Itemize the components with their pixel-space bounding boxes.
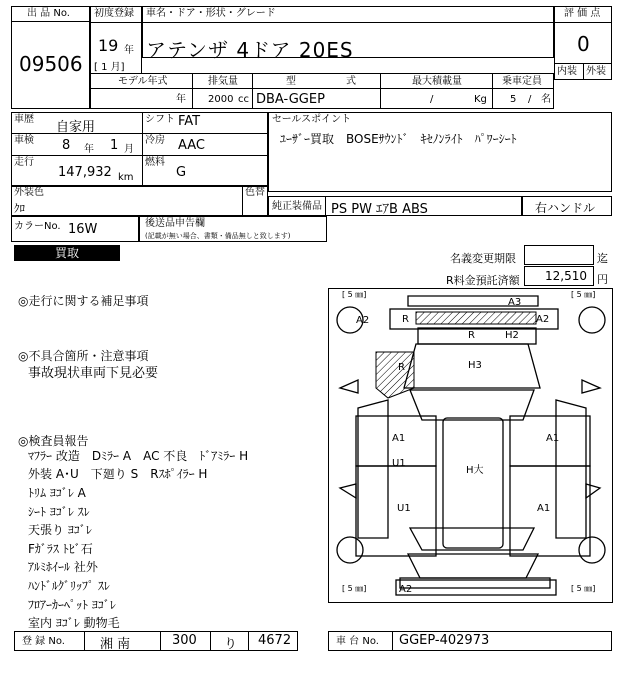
sales-point-value: ﾕｰｻﾞｰ買取 BOSEｻｳﾝﾄﾞ ｷｾﾉﾝﾗｲﾄ ﾊﾟﾜｰｼｰﾄ [280,132,517,146]
inspection-label: 車検 [14,135,34,146]
plate-region: 湘 南 [100,637,131,652]
rear-right-wheel [579,307,605,333]
history-label: 車歴 [14,114,34,125]
front-right-wheel [579,537,605,563]
plate-kana: り [224,637,238,652]
ac-value: AAC [178,138,205,153]
score-value: 0 [577,32,590,56]
shift-value: FAT [178,114,201,129]
ext-color-box [11,186,268,216]
inspector-line: ﾄﾘﾑ ﾖｺﾞﾚ A [28,486,86,500]
recycle-label: R料金預託済額 [446,274,520,287]
aftermarket-note: (記載が無い場合、書類・備品無しと致します) [145,232,291,240]
damage-mark: A2 [399,584,413,595]
divider [248,631,249,651]
damage-mark: A1 [537,503,551,514]
defects-label: ◎不具合箇所・注意事項 [18,349,149,363]
hood [408,554,538,578]
right-rear-fender-trim [582,380,600,393]
windshield [410,528,534,550]
max-load-label: 最大積載量 [412,76,462,87]
divider [142,112,143,186]
inspector-line: ﾌﾛｱｰｶｰﾍﾟｯﾄ ﾖｺﾞﾚ [28,598,116,612]
divider [583,63,584,80]
divider [84,631,85,651]
divider [325,196,326,216]
damage-mark: A2 [356,315,370,326]
details-box [11,112,268,186]
divider [160,631,161,651]
left-mirror [340,484,356,498]
damage-mark: A1 [392,433,406,444]
left-front-door [356,466,436,556]
damage-mark: U1 [397,503,411,514]
history-value: 自家用 [56,120,96,135]
displacement-label: 排気量 [208,76,238,87]
displacement-unit: cc [238,94,249,105]
defects-text: 事故現状車両下見必要 [28,366,159,381]
lot-number: 09506 [19,52,83,76]
first-reg-year-unit: 年 [124,45,134,56]
inspector-label: ◎検査員報告 [18,434,89,448]
mileage-value: 147,932 [58,165,112,180]
model-name: アテンザ 4ドア 20ES [146,38,354,62]
capacity-slash: / [528,94,532,105]
model-year-label: モデル年式 [118,76,168,87]
divider [492,73,493,109]
damage-mark: A3 [508,297,522,308]
model-year-unit: 年 [176,94,186,105]
divider [90,88,554,89]
divider [90,22,142,23]
equipment-value: PS PW ｴｱB ABS [331,202,428,217]
inspector-line: 室内 ﾖｺﾞﾚ 動物毛 [28,616,120,630]
damage-mark: R [402,314,409,325]
purchase-label: 買取 [54,246,79,260]
divider [554,22,612,23]
right-mirror [586,484,600,498]
divider [392,631,393,651]
inspector-line: ﾏﾌﾗｰ 改造 Dﾐﾗｰ A AC 不良 ﾄﾞｱﾐﾗｰ H [28,449,249,463]
recycle-amount: 12,510 [545,269,587,283]
plate-class: 300 [172,633,197,648]
mileage-label: 走行 [14,157,34,168]
divider [242,186,243,216]
divider [252,73,253,109]
diagram-corner-label: [ 5 ㎜] [571,290,596,299]
fuel-label: 燃料 [145,157,165,168]
ext-color-label: 外装色 [14,187,44,198]
inspector-line: Fｶﾞﾗｽ ﾄﾋﾞ石 [28,542,93,556]
inspector-line: ｱﾙﾐﾎｲｰﾙ 社外 [28,560,98,574]
damage-mark: H2 [505,330,519,341]
damage-mark: U1 [392,458,406,469]
divider [380,73,381,109]
equipment-label: 純正装備品 [272,201,322,212]
diagram-corner-label: [ 5 ㎜] [342,290,367,299]
purchase-bar [14,245,120,261]
inspection-month-unit: 月 [124,144,134,155]
divider [192,73,193,109]
name-change-unit: 迄 [597,252,608,265]
front-left-wheel [337,537,363,563]
divider [11,155,268,156]
plate-label: 登 録 No. [22,636,65,647]
model-name-label: 車名・ドア・形状・グレード [146,8,276,19]
max-load-value: / [430,94,434,105]
capacity-value: 5 [510,94,517,105]
rear-bumper-damage [416,312,536,324]
left-rear-fender-trim [340,380,358,393]
first-reg-year: 19 [98,36,119,55]
fuel-value: G [176,165,187,180]
inspector-line: ｼｰﾄ ﾖｺﾞﾚ ｽﾚ [28,505,90,519]
chassis-label: 車 台 No. [336,636,379,647]
type-label: 型 [286,76,296,87]
damage-mark: A1 [546,433,560,444]
exterior-label: 外装 [586,66,606,77]
inspector-line: ﾊﾝﾄﾞﾙｸﾞﾘｯﾌﾟ ｽﾚ [28,579,110,593]
driving-notes-label: ◎走行に関する補足事項 [18,294,149,308]
diagram-corner-label: [ 5 ㎜] [342,584,367,593]
type-label-2: 式 [346,76,356,87]
trunk-corner-damage [376,352,414,398]
damage-mark: R [468,330,475,341]
divider [210,631,211,651]
mileage-unit: km [118,172,134,183]
inspector-line: 外装 A･U 下廻り S Rｽﾎﾟｲﾗｰ H [28,467,208,481]
type-value: DBA-GGEP [256,92,325,107]
damage-mark: A2 [536,314,550,325]
damage-mark: H大 [466,465,484,476]
first-reg-label: 初度登録 [94,8,134,19]
lot-label: 出 品 No. [27,8,70,19]
inspector-line: 天張り ﾖｺﾞﾚ [28,523,92,537]
aftermarket-label: 後送品申告欄 [145,218,205,229]
recycle-unit: 円 [597,273,608,286]
sales-point-label: セールスポイント [272,114,352,125]
right-rear-quarter [556,400,586,538]
name-change-label: 名義変更期限 [450,252,516,265]
first-reg-month: [ 1 月] [94,62,125,73]
divider [142,22,554,23]
color-change-label: 色替 [245,187,265,198]
color-no-value: 16W [68,222,98,237]
capacity-unit: 名 [541,94,551,105]
plate-number: 4672 [258,633,292,648]
left-rear-quarter [358,400,388,538]
inspection-year-unit: 年 [84,144,94,155]
name-change-field [524,245,594,265]
displacement-value: 2000 [208,94,234,105]
color-no-label: カラーNo. [14,221,61,232]
inspection-month: 1 [110,138,119,153]
max-load-unit: Kg [474,94,487,105]
damage-mark: H3 [468,360,482,371]
steering-value: 右ハンドル [535,201,596,215]
interior-label: 内装 [557,66,577,77]
shift-label: シフト [145,114,175,125]
score-label: 評 価 点 [564,8,601,19]
ext-color-value: ｸﾛ [14,202,25,215]
chassis-value: GGEP-402973 [399,633,490,648]
capacity-label: 乗車定員 [502,76,542,87]
inspection-year: 8 [62,138,71,153]
divider [11,133,268,134]
diagram-corner-label: [ 5 ㎜] [571,584,596,593]
damage-mark: R [398,362,405,373]
ac-label: 冷房 [145,135,165,146]
